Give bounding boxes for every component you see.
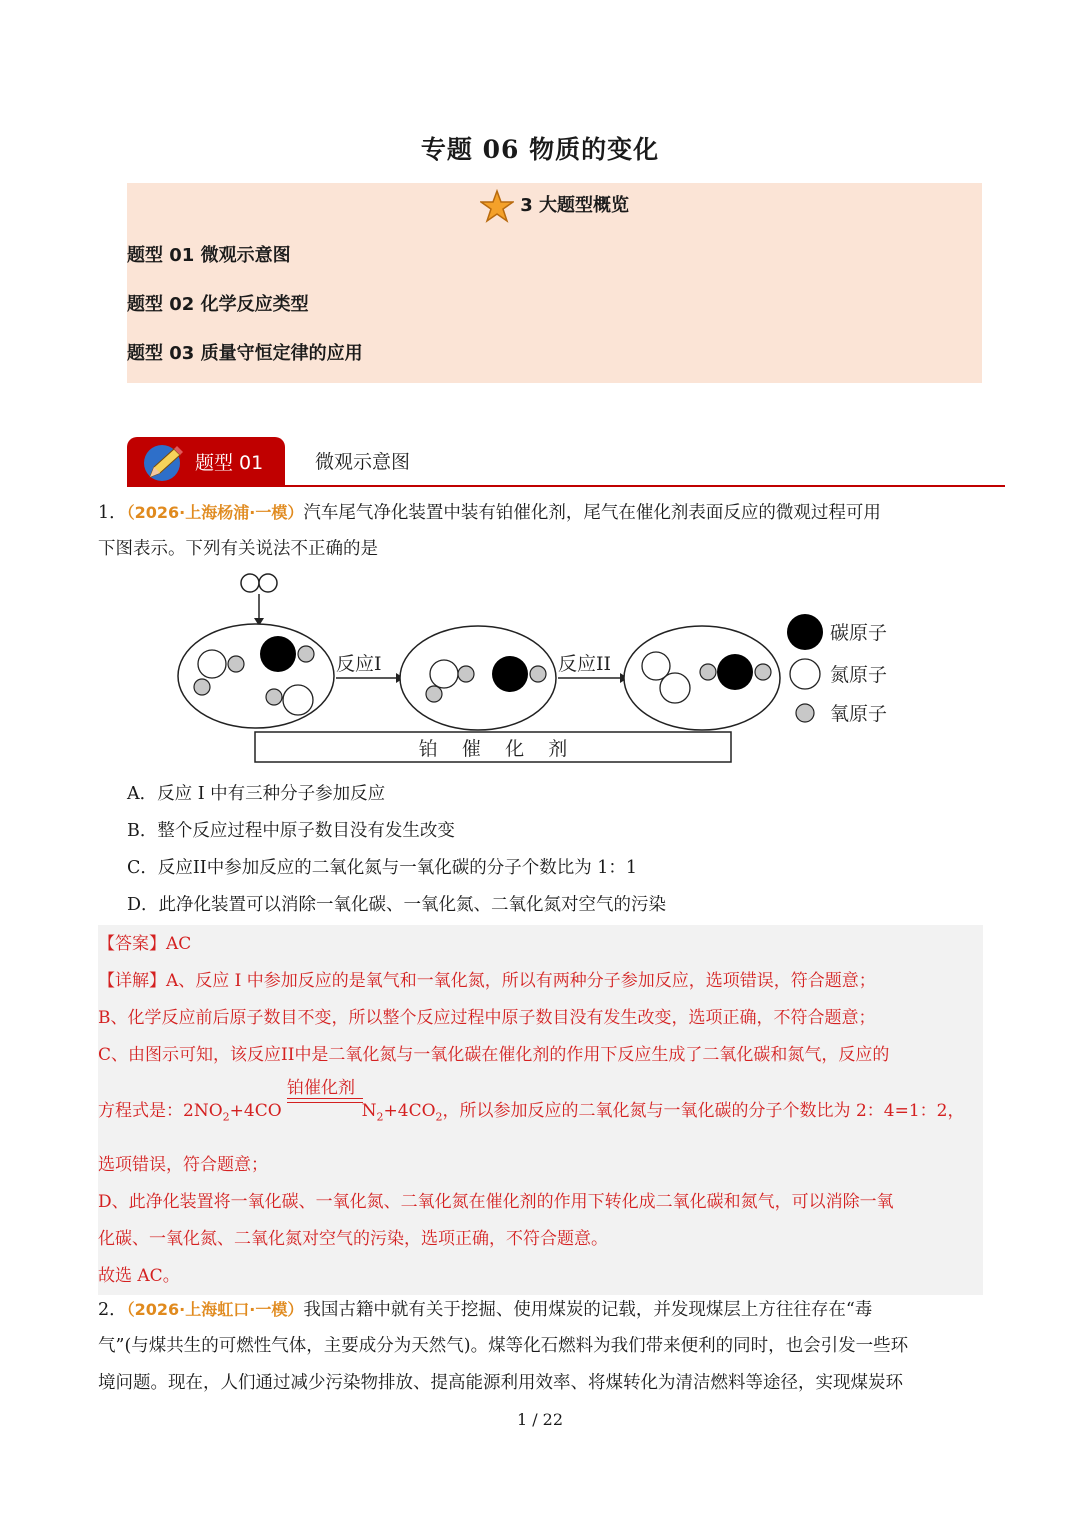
overview-item-3: 题型 03 质量守恒定律的应用 <box>127 343 363 364</box>
q1-explain-c-end: 选项错误，符合题意； <box>98 1155 268 1175</box>
reaction2-label: 反应II <box>558 653 612 675</box>
legend-carbon-label: 碳原子 <box>830 622 888 644</box>
q2-source: （2026·上海虹口·一模） <box>126 1300 304 1319</box>
incoming-molecule <box>241 574 277 626</box>
star-icon <box>480 189 514 223</box>
overview-box <box>127 183 982 383</box>
legend-nitrogen-swatch <box>790 659 820 689</box>
q2-line1 <box>98 1291 988 1329</box>
section-divider <box>127 485 1005 487</box>
q1-stem-line1 <box>98 494 988 532</box>
section-title: 微观示意图 <box>315 451 411 473</box>
q1-stem-text: 汽车尾气净化装置中装有铂催化剂，尾气在催化剂表面反应的微观过程可用 <box>303 503 881 523</box>
q2-number: 2． <box>98 1300 127 1320</box>
q1-explain-a: 【详解】A、反应 I 中参加反应的是氧气和一氧化氮，所以有两种分子参加反应，选项错误，符合题意； <box>98 971 876 991</box>
q1-option-d: D．此净化装置可以消除一氧化碳、一氧化氮、二氧化氮对空气的污染 <box>127 895 667 915</box>
legend-oxygen-swatch <box>796 704 814 722</box>
diagram-legend <box>787 614 887 725</box>
section-tab-label: 题型 01 <box>195 452 264 474</box>
q2-line2: 气”(与煤共生的可燃性气体，主要成分为天然气)。煤等化石燃料为我们带来便利的同时，也会引发一些环 <box>98 1336 909 1356</box>
legend-oxygen-label: 氧原子 <box>830 703 888 725</box>
equation-line <box>98 1096 988 1123</box>
overview-header <box>127 189 982 223</box>
overview-item-1: 题型 01 微观示意图 <box>127 245 291 266</box>
q1-number: 1． <box>98 503 127 523</box>
reaction1-label: 反应I <box>336 653 382 675</box>
reaction-diagram <box>170 570 910 770</box>
page-number: 1 / 22 <box>516 1410 564 1429</box>
q2-line3: 境问题。现在，人们通过减少污染物排放、提高能源利用效率、将煤转化为清洁燃料等途径，实现煤炭环 <box>98 1373 903 1393</box>
q1-option-c: C．反应II中参加反应的二氧化氮与一氧化碳的分子个数比为 1：1 <box>127 858 638 878</box>
page-title: 专题 06 物质的变化 <box>420 135 660 164</box>
q1-option-a: A．反应 I 中有三种分子参加反应 <box>127 784 386 804</box>
pencil-icon <box>140 441 188 485</box>
q1-stem-line2: 下图表示。下列有关说法不正确的是 <box>98 539 378 559</box>
equation-reactants: $2NO_2+4CO$ <box>183 1101 282 1124</box>
catalyst-label: 铂 催 化 剂 <box>418 738 568 760</box>
legend-carbon-swatch <box>787 614 823 650</box>
q1-explain-d2: 化碳、一氧化氮、二氧化氮对空气的污染，选项正确，不符合题意。 <box>98 1229 608 1249</box>
q1-conclusion: 故选 AC。 <box>98 1266 180 1286</box>
overview-item-2: 题型 02 化学反应类型 <box>127 294 309 315</box>
equation-catalyst: 铂催化剂 <box>287 1078 355 1098</box>
equation-suffix: ，所以参加反应的二氧化氮与一氧化碳的分子个数比为 2：4=1：2， <box>442 1101 965 1121</box>
q1-explain-d1: D、此净化装置将一氧化碳、一氧化氮、二氧化氮在催化剂的作用下转化成二氧化碳和氮气，可以消除一氧 <box>98 1192 894 1212</box>
equation-prefix: 方程式是： <box>98 1101 183 1121</box>
q1-source: （2026·上海杨浦·一模） <box>126 503 304 522</box>
q1-answer: 【答案】AC <box>98 934 192 954</box>
equation-products: $N_2+4CO_2$ <box>361 1101 443 1124</box>
legend-nitrogen-label: 氮原子 <box>830 664 888 686</box>
q1-option-b: B．整个反应过程中原子数目没有发生改变 <box>127 821 455 841</box>
stage-1-ellipse <box>178 624 334 728</box>
overview-header-label: 3 大题型概览 <box>520 195 630 216</box>
q1-explain-c: C、由图示可知，该反应II中是二氧化氮与一氧化碳在催化剂的作用下反应生成了二氧化碳和氮气，反应的 <box>98 1045 890 1065</box>
q2-text: 我国古籍中就有关于挖掘、使用煤炭的记载，并发现煤层上方往往存在“毒 <box>303 1300 873 1320</box>
q1-explain-b: B、化学反应前后原子数目不变，所以整个反应过程中原子数目没有发生改变，选项正确，不符合题意； <box>98 1008 876 1028</box>
